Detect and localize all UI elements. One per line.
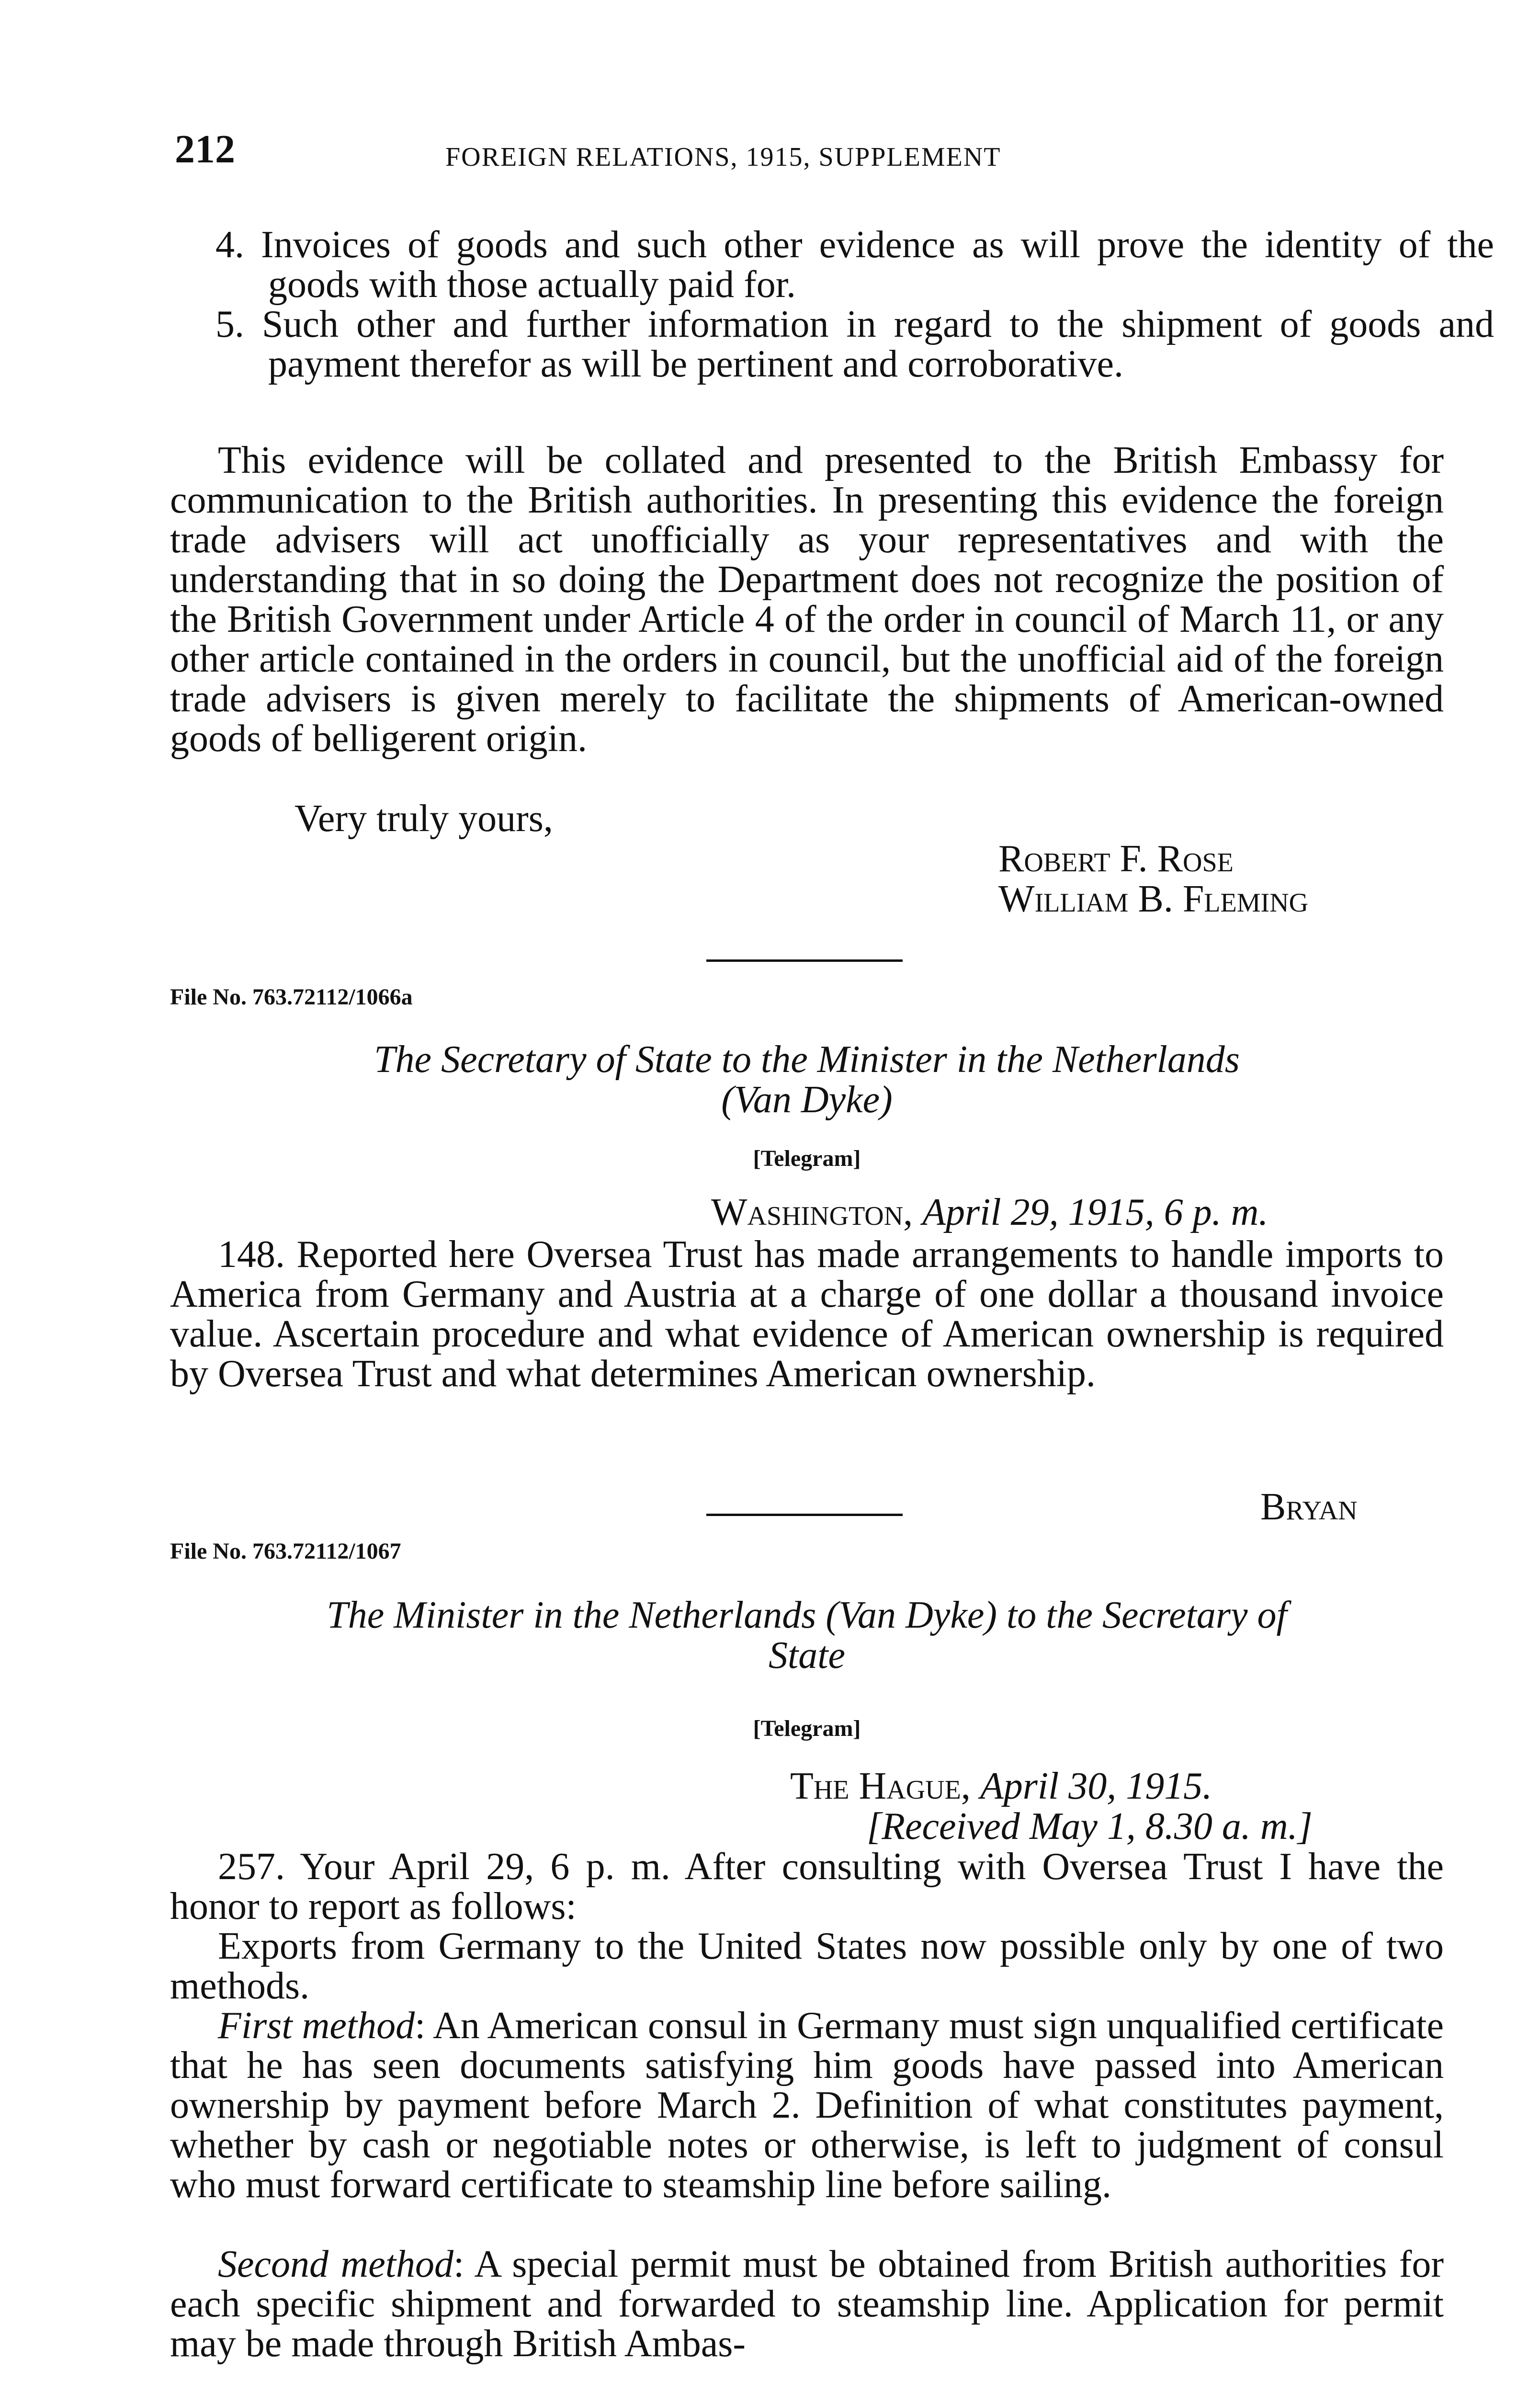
telegram-body: 148. Reported here Oversea Trust has made arrangements to handle imports to America from Germany and Austria at a charge of one dollar a thousand invoice value. Ascertain procedure and what evidence of American ownership is required by Oversea Trust and what determines American ownership. xyxy=(170,1233,1444,1395)
dateline-date: April 29, 1915, 6 p. m. xyxy=(922,1191,1268,1233)
telegram-label: [Telegram] xyxy=(753,1146,861,1171)
section-divider xyxy=(706,1514,903,1516)
paragraph: Exports from Germany to the United States now possible only by one of two methods. xyxy=(170,1925,1444,2007)
dateline xyxy=(790,1767,1212,1806)
method-label: Second method xyxy=(218,2243,454,2285)
letter-closing: Very truly yours, xyxy=(294,798,553,840)
document-title-line2: (Van Dyke) xyxy=(721,1079,893,1121)
page-number: 212 xyxy=(175,127,235,171)
document-title-line2: State xyxy=(769,1634,845,1676)
file-number: File No. 763.72112/1067 xyxy=(170,1539,401,1564)
letter-paragraph: This evidence will be collated and presented to the British Embassy for communication to the British authorities. In presenting this evidence the foreign trade advisers will act unofficially as your representatives and with the understanding that in so doing the Department does not recognize the position of the British Government under Article 4 of the order in council of March 11, or any other article contained in the orders in council, but the unofficial aid of the foreign trade advisers is given merely to facilitate the shipments of American-owned goods of belligerent origin. xyxy=(170,439,1444,760)
telegram-label: [Telegram] xyxy=(753,1716,861,1741)
document-title-line1: The Minister in the Netherlands (Van Dyke) to the Secretary of xyxy=(327,1594,1287,1636)
list-item-4: 4. Invoices of goods and such other evidence as will prove the identity of the goods with those actually paid for. xyxy=(215,224,1494,306)
dateline-place: The Hague, xyxy=(790,1765,971,1807)
dateline-place: Washington, xyxy=(711,1191,913,1233)
signature-fleming: William B. Fleming xyxy=(998,878,1309,920)
list-item-5: 5. Such other and further information in regard to the shipment of goods and payment therefor as will be pertinent and corroborative. xyxy=(215,303,1494,385)
dateline-date: April 30, 1915. xyxy=(980,1765,1212,1807)
dateline xyxy=(711,1193,1268,1232)
document-title-line1: The Secretary of State to the Minister in the Netherlands xyxy=(374,1038,1240,1081)
signature-rose: Robert F. Rose xyxy=(998,838,1234,880)
signature-bryan: Bryan xyxy=(1260,1486,1358,1528)
paragraph: 257. Your April 29, 6 p. m. After consulting with Oversea Trust I have the honor to report as follows: xyxy=(170,1846,1444,1927)
method-text: : A special permit must be obtained from British authorities for each specific shipment and forwarded to steamship line. Application for permit may be made through British Ambas- xyxy=(170,2243,1444,2365)
paragraph-first-method xyxy=(170,2006,1444,2205)
method-text: : An American consul in Germany must sign unqualified certificate that he has seen documents satisfying him goods have passed into American ownership by payment before March 2. Definition of what constitutes payment, whether by cash or negotiable notes or otherwise, is left to judgment of consul who must forward certificate to steamship line before sailing. xyxy=(170,2005,1444,2206)
paragraph-second-method xyxy=(170,2245,1444,2364)
running-title: FOREIGN RELATIONS, 1915, SUPPLEMENT xyxy=(445,142,1001,172)
method-label: First method xyxy=(218,2005,415,2047)
file-number: File No. 763.72112/1066a xyxy=(170,984,413,1010)
received-line: [Received May 1, 8.30 a. m.] xyxy=(867,1805,1313,1848)
section-divider xyxy=(706,959,903,962)
